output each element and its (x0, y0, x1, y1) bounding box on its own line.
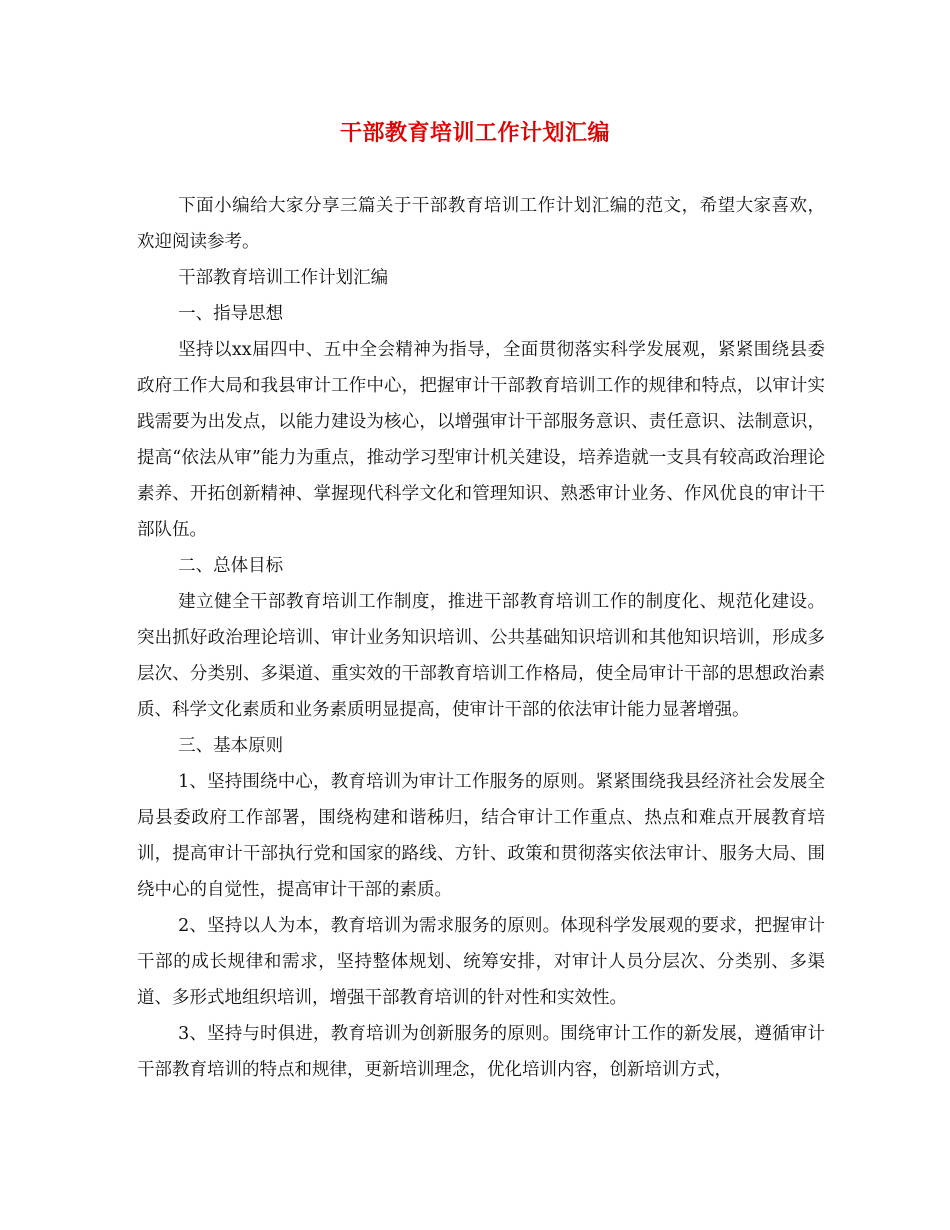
document-body (137, 188, 825, 1088)
body-paragraph: 3、坚持与时俱进，教育培训为创新服务的原则。围绕审计工作的新发展，遵循审计干部教育培训的特点和规律，更新培训理念，优化培训内容，创新培训方式， (137, 1024, 825, 1080)
subtitle-paragraph: 干部教育培训工作计划汇编 (178, 268, 389, 288)
body-paragraph: 建立健全干部教育培训工作制度，推进干部教育培训工作的制度化、规范化建设。突出抓好政治理论培训、审计业务知识培训、公共基础知识培训和其他知识培训，形成多层次、分类别、多渠道、重实效的干部教育培训工作格局，使全局审计干部的思想政治素质、科学文化素质和业务素质明显提高，使审计干部的依法审计能力显著增强。 (137, 592, 825, 720)
body-paragraph: 2、坚持以人为本，教育培训为需求服务的原则。体现科学发展观的要求，把握审计干部的成长规律和需求，坚持整体规划、统筹安排，对审计人员分层次、分类别、多渠道、多形式地组织培训，增强干部教育培训的针对性和实效性。 (137, 916, 825, 1008)
section-heading: 三、基本原则 (178, 736, 284, 756)
body-paragraph: 坚持以xx届四中、五中全会精神为指导，全面贯彻落实科学发展观，紧紧围绕县委政府工作大局和我县审计工作中心，把握审计干部教育培训工作的规律和特点，以审计实践需要为出发点，以能力建设为核心，以增强审计干部服务意识、责任意识、法制意识，提高“依法从审”能力为重点，推动学习型审计机关建设，培养造就一支具有较高政治理论素养、开拓创新精神、掌握现代科学文化和管理知识、熟悉审计业务、作风优良的审计干部队伍。 (137, 340, 825, 540)
section-heading: 一、指导思想 (178, 304, 284, 324)
body-paragraph: 1、坚持围绕中心，教育培训为审计工作服务的原则。紧紧围绕我县经济社会发展全局县委政府工作部署，围绕构建和谐秭归，结合审计工作重点、热点和难点开展教育培训，提高审计干部执行党和国家的路线、方针、政策和贯彻落实依法审计、服务大局、围绕中心的自觉性，提高审计干部的素质。 (137, 772, 825, 900)
section-heading: 二、总体目标 (178, 556, 284, 576)
intro-paragraph: 下面小编给大家分享三篇关于干部教育培训工作计划汇编的范文，希望大家喜欢，欢迎阅读参考。 (137, 196, 825, 252)
document-title: 干部教育培训工作计划汇编 (339, 121, 610, 146)
